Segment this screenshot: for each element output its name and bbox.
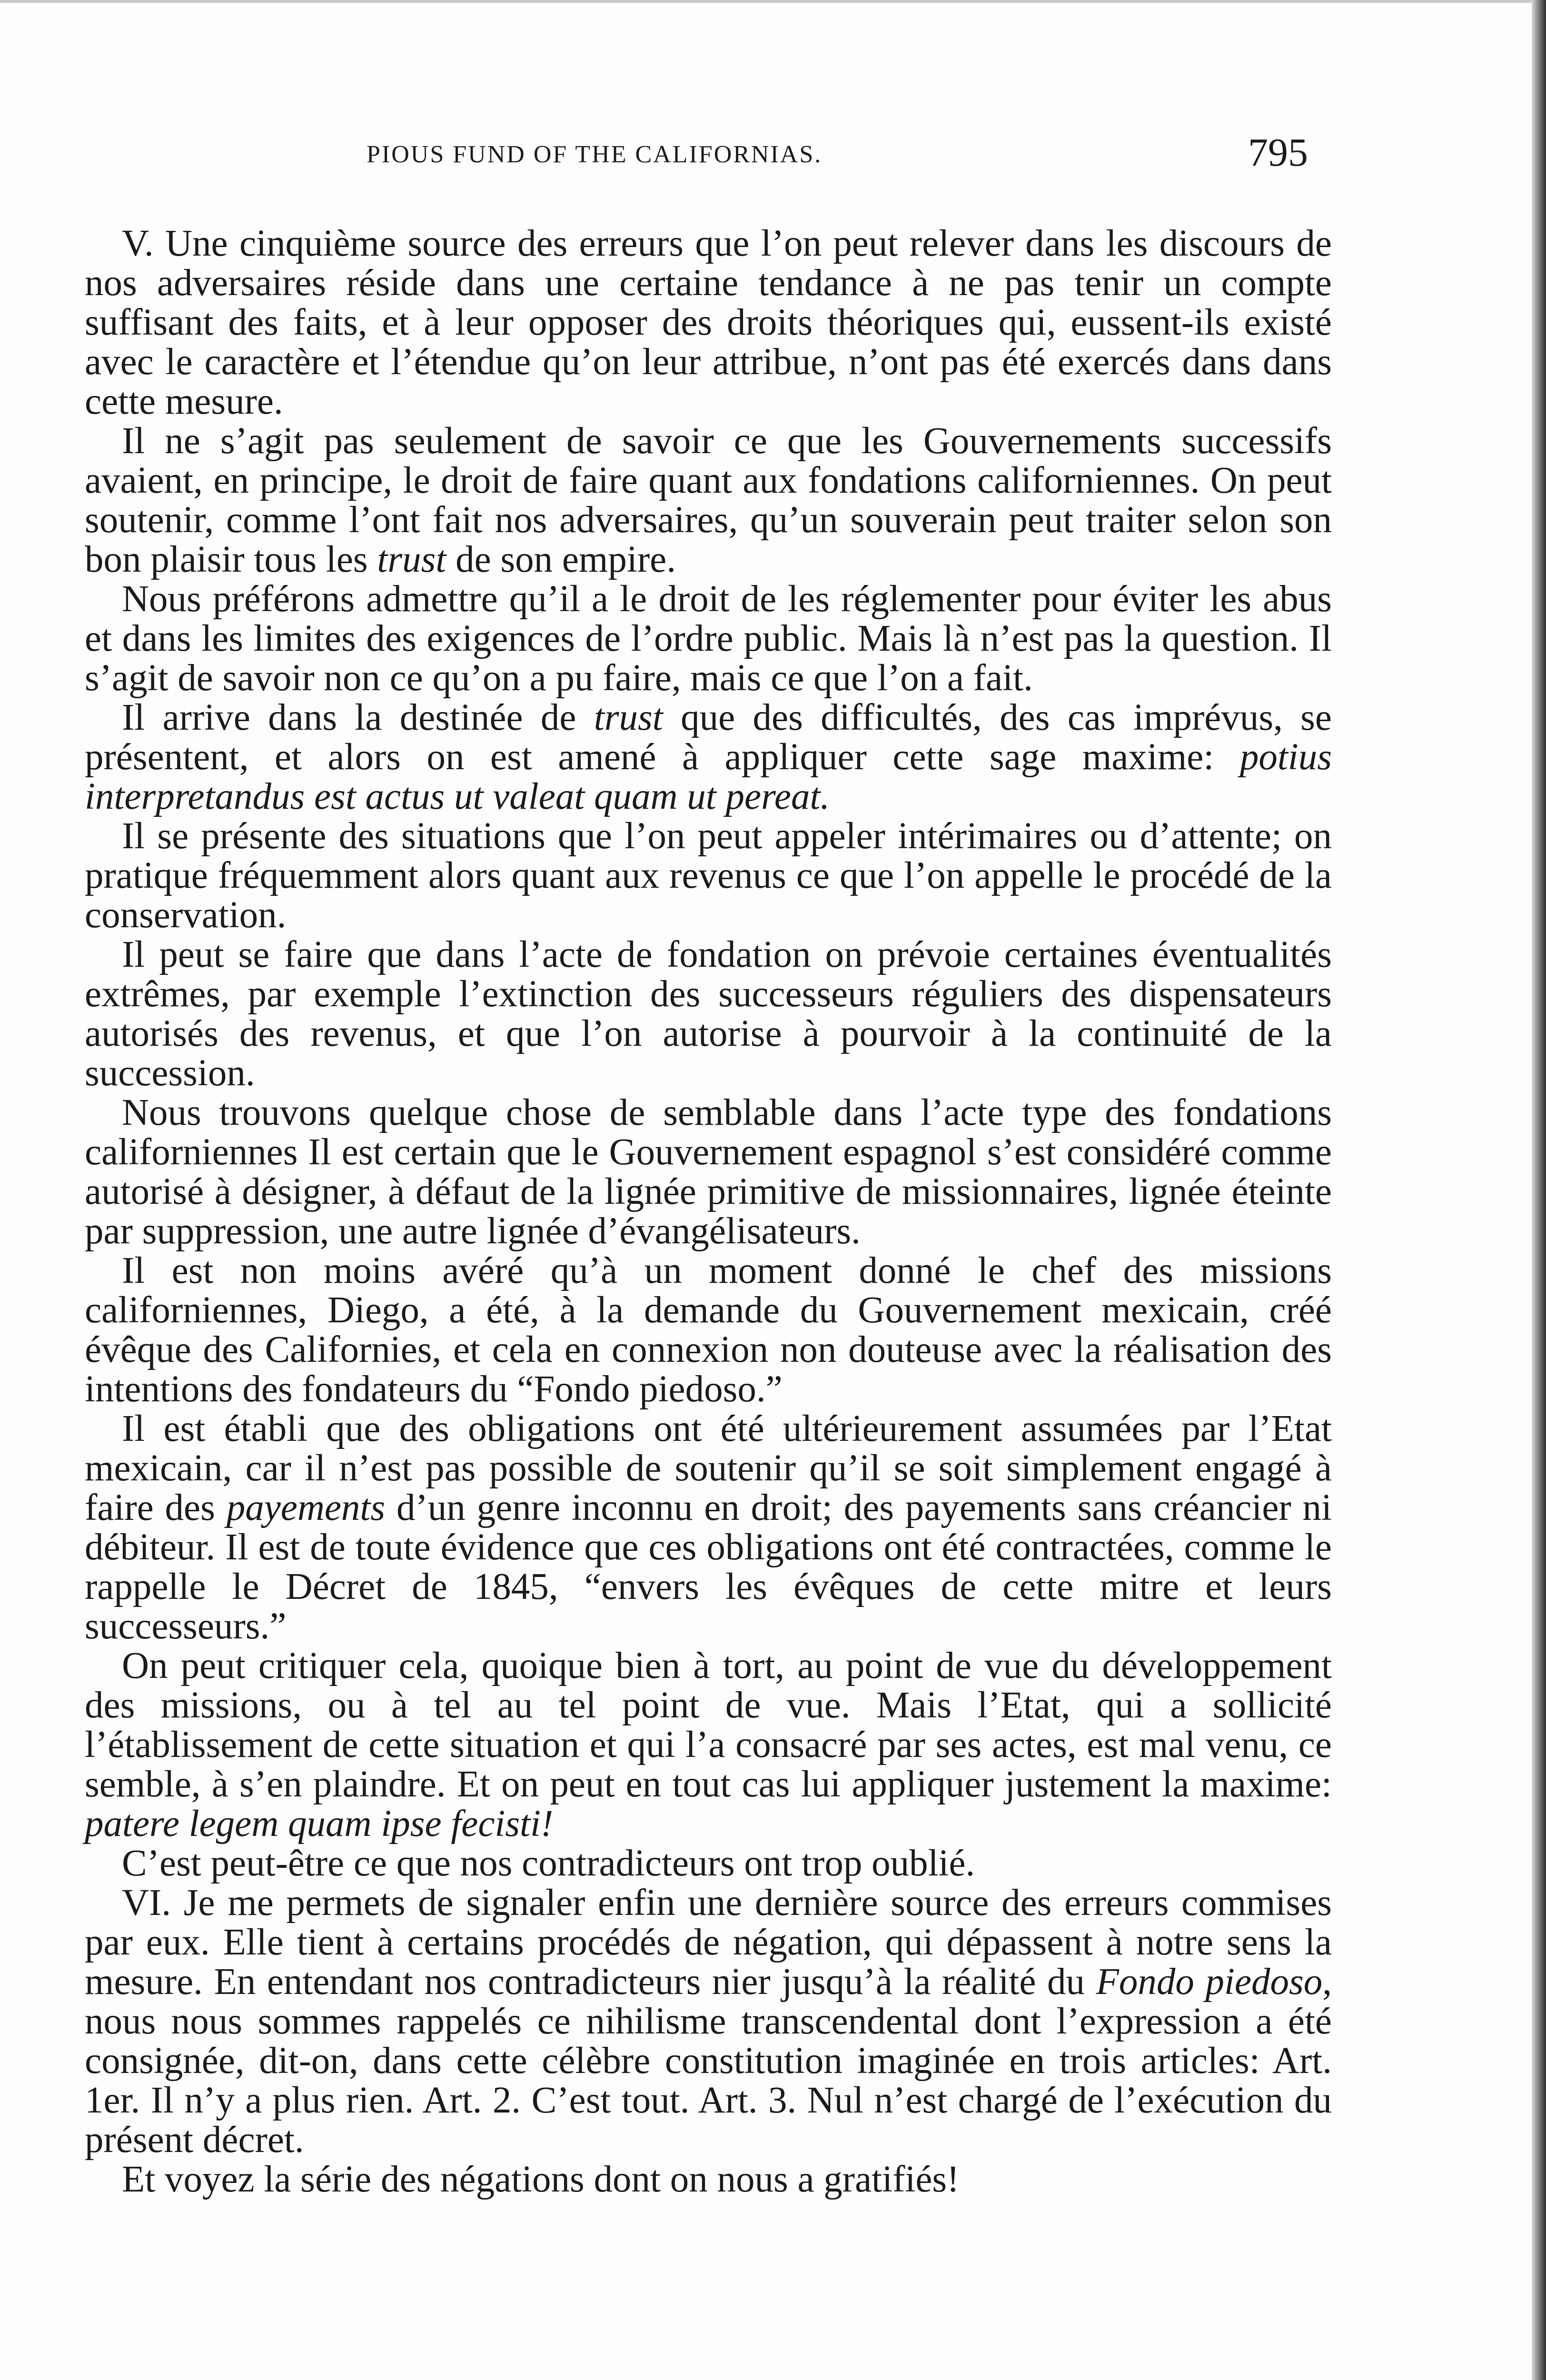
text-run: V. Une cinquième source des erreurs que l’on peut relever dans les discours de nos adversaires réside dans une certaine tendance à ne pas tenir un compte suffisant des faits, et à leur opposer des droits théoriques qui, eussent-ils existé avec le caractère et l’étendue qu’on leur attribue, n’ont pas été exercés dans dans cette mesure. — [85, 223, 1332, 422]
text-run: Nous préférons admettre qu’il a le droit de les réglementer pour éviter les abus et dans les limites des exigences de l’ordre public. Mais là n’est pas la question. Il s’agit de savoir non ce qu’on a pu faire, mais ce que l’on a fait. — [85, 578, 1332, 699]
text-run: d’un genre inconnu en droit; des payements sans créancier ni débiteur. Il est de toute évidence que ces obligations ont été contractées, comme le rappelle le Décret de 1845, “envers les évêques de cette mitre et leurs successeurs.” — [85, 1487, 1332, 1647]
italic-text: potius interpretandus est actus ut valeat quam ut pereat. — [85, 736, 1332, 817]
text-run: Nous trouvons quelque chose de semblable dans l’acte type des fondations californiennes Il est certain que le Gouvernement espagnol s’est considéré comme autorisé à désigner, à défaut de la lignée primitive de missionnaires, lignée éteinte par suppression, une autre lignée d’évangélisateurs. — [85, 1092, 1332, 1252]
text-run: Il est établi que des obligations ont été ultérieurement assumées par l’Etat mexicain, car il n’est pas possible de soutenir qu’il se soit simplement engagé à faire des — [85, 1408, 1332, 1528]
italic-text: trust — [377, 539, 446, 580]
paragraph-p12 — [85, 1883, 1332, 2160]
text-run: C’est peut-être ce que nos contradicteurs ont trop oublié. — [122, 1843, 975, 1884]
page-binding-edge — [1532, 0, 1546, 2380]
running-title: PIOUS FUND OF THE CALIFORNIAS. — [367, 141, 823, 168]
paragraph-p9 — [85, 1409, 1332, 1646]
paragraph-p6 — [85, 935, 1332, 1093]
text-run: Et voyez la série des négations dont on nous a gratifiés! — [122, 2159, 960, 2200]
body-text — [85, 224, 1332, 2199]
italic-text: Fondo piedoso — [1096, 1961, 1323, 2003]
text-run: de son empire. — [446, 539, 676, 580]
text-run: Il ne s’agit pas seulement de savoir ce que les Gouvernements successifs avaient, en principe, le droit de faire quant aux fondations californiennes. On peut soutenir, comme l’ont fait nos adversaires, qu’un souverain peut traiter selon son bon plaisir tous les — [85, 420, 1332, 580]
paragraph-p13 — [85, 2160, 1332, 2199]
paragraph-p7 — [85, 1093, 1332, 1251]
paragraph-p11 — [85, 1844, 1332, 1883]
text-run: , nous nous sommes rappelés ce nihilisme transcendental dont l’expression a été consignée, dit-on, dans cette célèbre constitution imaginée en trois articles: Art. 1er. Il n’y a plus rien. Art. 2. C’est tout. Art. 3. Nul n’est chargé de l’exécution du présent décret. — [85, 1961, 1332, 2161]
text-run: VI. Je me permets de signaler enfin une dernière source des erreurs commises par eux. Elle tient à certains procédés de négation, qui dépassent à notre sens la mesure. En entendant nos contradicteurs nier jusqu’à la réalité du — [85, 1882, 1332, 2003]
paragraph-p5 — [85, 816, 1332, 935]
italic-text: trust — [594, 697, 663, 738]
paragraph-p4 — [85, 698, 1332, 816]
paragraph-p2 — [85, 421, 1332, 579]
text-run: Il se présente des situations que l’on peut appeler intérimaires ou d’attente; on pratique fréquemment alors quant aux revenus ce que l’on appelle le procédé de la conservation. — [85, 815, 1332, 936]
text-run: On peut critiquer cela, quoique bien à tort, au point de vue du développement des missions, ou à tel au tel point de vue. Mais l’Etat, qui a sollicité l’établissement de cette situation et qui l’a consacré par ses actes, est mal venu, ce semble, à s’en plaindre. Et on peut en tout cas lui appliquer justement la maxime: — [85, 1645, 1332, 1805]
paragraph-p3 — [85, 579, 1332, 698]
text-run: Il est non moins avéré qu’à un moment donné le chef des missions californiennes, Diego, a été, à la demande du Gouvernement mexicain, créé évêque des Californies, et cela en connexion non douteuse avec la réalisation des intentions des fondateurs du “Fondo piedoso.” — [85, 1250, 1332, 1410]
italic-text: patere legem quam ipse fecisti! — [85, 1803, 554, 1844]
page-number: 795 — [1248, 130, 1308, 175]
page-top-edge — [0, 0, 1546, 3]
text-run: que des difficultés, des cas imprévus, se présentent, et alors on est amené à appliquer cette sage maxime: — [85, 697, 1332, 778]
paragraph-p8 — [85, 1251, 1332, 1409]
text-run: Il peut se faire que dans l’acte de fondation on prévoie certaines éventualités extrêmes, par exemple l’extinction des successeurs réguliers des dispensateurs autorisés des revenus, et que l’on autorise à pourvoir à la continuité de la succession. — [85, 934, 1332, 1094]
italic-text: payements — [226, 1487, 386, 1528]
text-run: Il arrive dans la destinée de — [122, 697, 594, 738]
paragraph-p1 — [85, 224, 1332, 421]
paragraph-p10 — [85, 1646, 1332, 1844]
